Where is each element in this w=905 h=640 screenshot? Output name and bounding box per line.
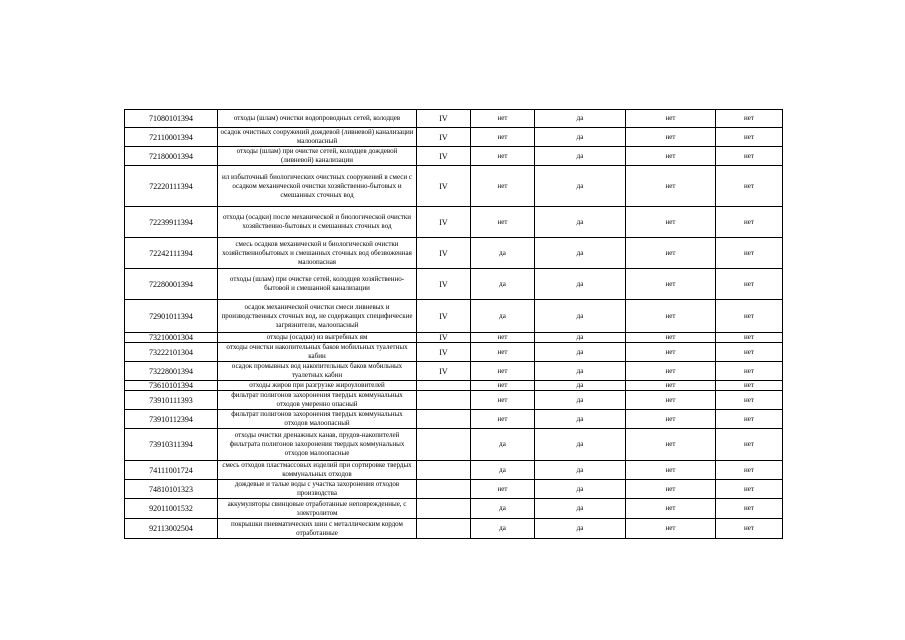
table-row	[125, 110, 783, 128]
waste-code-cell: 72239911394	[125, 207, 218, 238]
column-4-cell: нет	[716, 128, 783, 147]
column-1-cell: нет	[471, 391, 535, 410]
waste-name-cell: отходы (шлам) при очистке сетей, колодцев дождевой (ливневой) канализации	[218, 147, 417, 166]
waste-name-cell: отходы очистки накопительных баков мобильных туалетных кабин	[218, 343, 417, 362]
column-1-cell: нет	[471, 333, 535, 343]
waste-name-cell: смесь отходов пластмассовых изделий при сортировке твердых коммунальных отходов	[218, 461, 417, 480]
column-1-cell: да	[471, 269, 535, 300]
waste-name-cell: осадок промывных вод накопительных баков мобильных туалетных кабин	[218, 362, 417, 381]
column-1-cell: нет	[471, 480, 535, 499]
column-2-cell: да	[535, 300, 626, 333]
column-2-cell: да	[535, 269, 626, 300]
table-body	[125, 110, 783, 539]
column-3-cell: нет	[626, 343, 716, 362]
waste-name-cell: осадок механической очистки смеси ливневых и производственных сточных вод, не содержащих специфические загрязнители, малоопасный	[218, 300, 417, 333]
table-row	[125, 429, 783, 461]
waste-code-cell: 73910311394	[125, 429, 218, 461]
waste-name-cell: отходы (осадки) после механической и биологической очистки хозяйственно-бытовых и смешанных сточных вод	[218, 207, 417, 238]
column-2-cell: да	[535, 429, 626, 461]
waste-name-cell: фильтрат полигонов захоронения твердых коммунальных отходов умеренно опасный	[218, 391, 417, 410]
column-2-cell: да	[535, 128, 626, 147]
waste-name-cell: фильтрат полигонов захоронения твердых коммунальных отходов малоопасный	[218, 410, 417, 429]
table-row	[125, 410, 783, 429]
hazard-class-cell	[417, 461, 471, 480]
table-row	[125, 499, 783, 519]
table-row	[125, 343, 783, 362]
waste-name-cell: дождевые и талые воды с участка захоронения отходов производства	[218, 480, 417, 499]
waste-code-cell: 72242111394	[125, 238, 218, 269]
hazard-class-cell: IV	[417, 147, 471, 166]
column-4-cell: нет	[716, 166, 783, 207]
column-4-cell: нет	[716, 429, 783, 461]
column-4-cell: нет	[716, 333, 783, 343]
column-4-cell: нет	[716, 461, 783, 480]
hazard-class-cell: IV	[417, 207, 471, 238]
column-3-cell: нет	[626, 238, 716, 269]
column-3-cell: нет	[626, 391, 716, 410]
column-1-cell: да	[471, 461, 535, 480]
waste-code-cell: 72280001394	[125, 269, 218, 300]
hazard-class-cell: IV	[417, 110, 471, 128]
column-2-cell: да	[535, 381, 626, 391]
column-2-cell: да	[535, 499, 626, 519]
hazard-class-cell: IV	[417, 343, 471, 362]
waste-code-cell: 73210001304	[125, 333, 218, 343]
hazard-class-cell: IV	[417, 238, 471, 269]
column-2-cell: да	[535, 362, 626, 381]
column-3-cell: нет	[626, 519, 716, 539]
hazard-class-cell	[417, 410, 471, 429]
hazard-class-cell	[417, 480, 471, 499]
column-2-cell: да	[535, 333, 626, 343]
waste-code-cell: 73228001394	[125, 362, 218, 381]
hazard-class-cell	[417, 381, 471, 391]
column-1-cell: нет	[471, 381, 535, 391]
column-3-cell: нет	[626, 300, 716, 333]
waste-code-cell: 92113002504	[125, 519, 218, 539]
column-3-cell: нет	[626, 333, 716, 343]
table-row	[125, 362, 783, 381]
waste-code-cell: 73910112394	[125, 410, 218, 429]
waste-name-cell: отходы (шлам) очистки водопроводных сетей, колодцев	[218, 110, 417, 128]
waste-code-cell: 74810101323	[125, 480, 218, 499]
table-row	[125, 381, 783, 391]
column-1-cell: нет	[471, 207, 535, 238]
column-3-cell: нет	[626, 381, 716, 391]
column-3-cell: нет	[626, 166, 716, 207]
column-4-cell: нет	[716, 269, 783, 300]
hazard-class-cell: IV	[417, 269, 471, 300]
column-2-cell: да	[535, 519, 626, 539]
table-row	[125, 269, 783, 300]
column-4-cell: нет	[716, 410, 783, 429]
column-1-cell: нет	[471, 166, 535, 207]
column-4-cell: нет	[716, 499, 783, 519]
column-2-cell: да	[535, 480, 626, 499]
column-3-cell: нет	[626, 110, 716, 128]
table-row	[125, 300, 783, 333]
hazard-class-cell: IV	[417, 128, 471, 147]
hazard-class-cell: IV	[417, 166, 471, 207]
column-1-cell: нет	[471, 362, 535, 381]
table-row	[125, 166, 783, 207]
table-row	[125, 333, 783, 343]
waste-name-cell: аккумуляторы свинцовые отработанные неповрежденные, с электролитом	[218, 499, 417, 519]
waste-code-cell: 72220111394	[125, 166, 218, 207]
column-3-cell: нет	[626, 461, 716, 480]
waste-name-cell: отходы (осадки) из выгребных ям	[218, 333, 417, 343]
waste-code-cell: 73910111393	[125, 391, 218, 410]
column-3-cell: нет	[626, 128, 716, 147]
hazard-class-cell: IV	[417, 300, 471, 333]
hazard-class-cell	[417, 391, 471, 410]
waste-code-cell: 71080101394	[125, 110, 218, 128]
waste-name-cell: покрышки пневматических шин с металлическим кордом отработанные	[218, 519, 417, 539]
column-4-cell: нет	[716, 238, 783, 269]
table-row	[125, 461, 783, 480]
waste-name-cell: осадок очистных сооружений дождевой (ливневой) канализации малоопасный	[218, 128, 417, 147]
column-4-cell: нет	[716, 391, 783, 410]
column-1-cell: да	[471, 300, 535, 333]
column-1-cell: нет	[471, 110, 535, 128]
column-1-cell: нет	[471, 128, 535, 147]
waste-code-cell: 74111001724	[125, 461, 218, 480]
column-3-cell: нет	[626, 207, 716, 238]
hazard-class-cell	[417, 429, 471, 461]
table-row	[125, 519, 783, 539]
column-1-cell: да	[471, 519, 535, 539]
waste-name-cell: смесь осадков механической и биологической очистки хозяйственнобытовых и смешанных сточных вод обезвоженная малоопасная	[218, 238, 417, 269]
waste-code-cell: 72180001394	[125, 147, 218, 166]
column-3-cell: нет	[626, 480, 716, 499]
table-row	[125, 391, 783, 410]
column-2-cell: да	[535, 461, 626, 480]
column-2-cell: да	[535, 166, 626, 207]
table-row	[125, 128, 783, 147]
column-1-cell: нет	[471, 343, 535, 362]
column-1-cell: да	[471, 238, 535, 269]
hazard-class-cell	[417, 519, 471, 539]
waste-code-cell: 92011001532	[125, 499, 218, 519]
table-row	[125, 207, 783, 238]
column-2-cell: да	[535, 207, 626, 238]
column-4-cell: нет	[716, 381, 783, 391]
column-2-cell: да	[535, 110, 626, 128]
table-row	[125, 147, 783, 166]
column-1-cell: нет	[471, 147, 535, 166]
hazard-class-cell	[417, 499, 471, 519]
column-4-cell: нет	[716, 147, 783, 166]
waste-table	[124, 109, 783, 539]
column-4-cell: нет	[716, 300, 783, 333]
waste-code-cell: 72901011394	[125, 300, 218, 333]
waste-name-cell: отходы жиров при разгрузке жироуловителей	[218, 381, 417, 391]
column-3-cell: нет	[626, 499, 716, 519]
column-3-cell: нет	[626, 362, 716, 381]
column-2-cell: да	[535, 391, 626, 410]
column-4-cell: нет	[716, 519, 783, 539]
column-2-cell: да	[535, 147, 626, 166]
column-4-cell: нет	[716, 207, 783, 238]
waste-code-cell: 72110001394	[125, 128, 218, 147]
column-4-cell: нет	[716, 343, 783, 362]
column-2-cell: да	[535, 410, 626, 429]
column-1-cell: нет	[471, 410, 535, 429]
waste-name-cell: отходы очистки дренажных канав, прудов-накопителей фильтрата полигонов захоронения твердых коммунальных отходов малоопасные	[218, 429, 417, 461]
column-4-cell: нет	[716, 110, 783, 128]
waste-code-cell: 73610101394	[125, 381, 218, 391]
column-3-cell: нет	[626, 147, 716, 166]
hazard-class-cell: IV	[417, 362, 471, 381]
column-2-cell: да	[535, 238, 626, 269]
column-4-cell: нет	[716, 480, 783, 499]
column-1-cell: да	[471, 499, 535, 519]
waste-name-cell: ил избыточный биологических очистных сооружений в смеси с осадком механической очистки хозяйственно-бытовых и смешанных сточных вод	[218, 166, 417, 207]
column-3-cell: нет	[626, 269, 716, 300]
column-2-cell: да	[535, 343, 626, 362]
table-row	[125, 480, 783, 499]
column-3-cell: нет	[626, 410, 716, 429]
waste-code-cell: 73222101304	[125, 343, 218, 362]
table-row	[125, 238, 783, 269]
column-4-cell: нет	[716, 362, 783, 381]
waste-name-cell: отходы (шлам) при очистке сетей, колодцев хозяйственно-бытовой и смешанной канализации	[218, 269, 417, 300]
column-3-cell: нет	[626, 429, 716, 461]
column-1-cell: да	[471, 429, 535, 461]
hazard-class-cell: IV	[417, 333, 471, 343]
